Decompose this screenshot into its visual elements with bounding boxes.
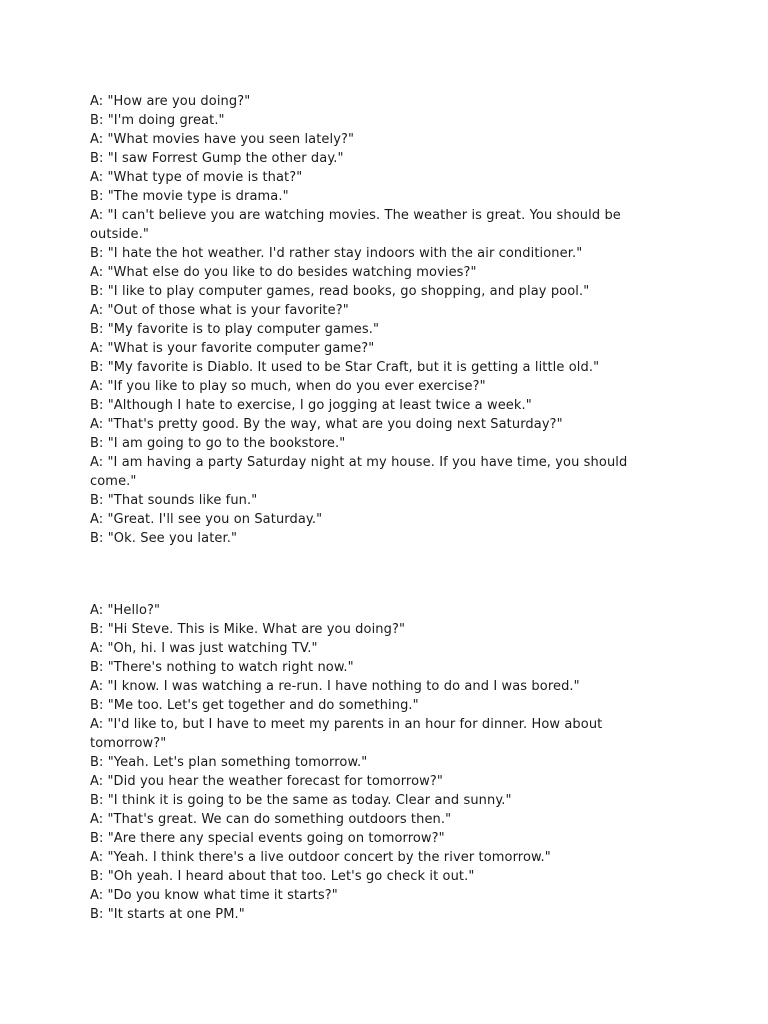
- dialogue-line: A: "What type of movie is that?": [90, 170, 303, 185]
- dialogue-line: A: "How are you doing?": [90, 94, 251, 109]
- dialogue-line: B: "I like to play computer games, read books, go shopping, and play pool.": [90, 284, 590, 299]
- dialogue-line: B: "Yeah. Let's plan something tomorrow.": [90, 755, 368, 770]
- dialogue-line: A: "I'd like to, but I have to meet my parents in an hour for dinner. How about tomorrow?": [90, 717, 603, 751]
- dialogue-line: B: "Hi Steve. This is Mike. What are you doing?": [90, 622, 406, 637]
- dialogue-line: A: "Oh, hi. I was just watching TV.": [90, 641, 318, 656]
- dialogue-line: A: "That's great. We can do something outdoors then.": [90, 812, 452, 827]
- dialogue-line: A: "Great. I'll see you on Saturday.": [90, 512, 323, 527]
- dialogue-line: B: "The movie type is drama.": [90, 189, 289, 204]
- dialogue-line: B: "It starts at one PM.": [90, 907, 245, 922]
- dialogue-line: A: "If you like to play so much, when do you ever exercise?": [90, 379, 486, 394]
- dialogue-line: A: "Do you know what time it starts?": [90, 888, 338, 903]
- dialogue-line: A: "I know. I was watching a re-run. I have nothing to do and I was bored.": [90, 679, 580, 694]
- dialogue-line: B: "My favorite is to play computer games.": [90, 322, 380, 337]
- dialogue-line: B: "Ok. See you later.": [90, 531, 238, 546]
- dialogue-line: A: "Out of those what is your favorite?": [90, 303, 349, 318]
- dialogue-line: B: "I hate the hot weather. I'd rather stay indoors with the air conditioner.": [90, 246, 583, 261]
- dialogue-line: A: "That's pretty good. By the way, what are you doing next Saturday?": [90, 417, 563, 432]
- dialogue-line: B: "I think it is going to be the same as today. Clear and sunny.": [90, 793, 512, 808]
- dialogue-line: A: "What is your favorite computer game?": [90, 341, 375, 356]
- dialogue-line: A: "I can't believe you are watching movies. The weather is great. You should be outside.": [90, 208, 621, 242]
- dialogue-line: B: "That sounds like fun.": [90, 493, 258, 508]
- section-spacer: [90, 548, 650, 601]
- dialogue-line: B: "There's nothing to watch right now.": [90, 660, 354, 675]
- dialogue-line: B: "I'm doing great.": [90, 113, 225, 128]
- dialogue-line: B: "I saw Forrest Gump the other day.": [90, 151, 344, 166]
- dialogue-line: A: "Did you hear the weather forecast for tomorrow?": [90, 774, 443, 789]
- dialogue-1: [90, 92, 650, 548]
- dialogue-line: A: "I am having a party Saturday night at my house. If you have time, you should come.": [90, 455, 628, 489]
- dialogue-line: A: "Yeah. I think there's a live outdoor concert by the river tomorrow.": [90, 850, 551, 865]
- dialogue-line: A: "What movies have you seen lately?": [90, 132, 355, 147]
- dialogue-line: B: "My favorite is Diablo. It used to be Star Craft, but it is getting a little old.": [90, 360, 600, 375]
- dialogue-line: A: "Hello?": [90, 603, 161, 618]
- dialogue-line: B: "Oh yeah. I heard about that too. Let's go check it out.": [90, 869, 475, 884]
- dialogue-line: A: "What else do you like to do besides watching movies?": [90, 265, 477, 280]
- dialogue-line: B: "Are there any special events going on tomorrow?": [90, 831, 445, 846]
- document-page: [90, 92, 650, 924]
- dialogue-line: B: "Me too. Let's get together and do something.": [90, 698, 419, 713]
- dialogue-2: [90, 601, 650, 924]
- dialogue-line: B: "Although I hate to exercise, I go jogging at least twice a week.": [90, 398, 532, 413]
- dialogue-line: B: "I am going to go to the bookstore.": [90, 436, 346, 451]
